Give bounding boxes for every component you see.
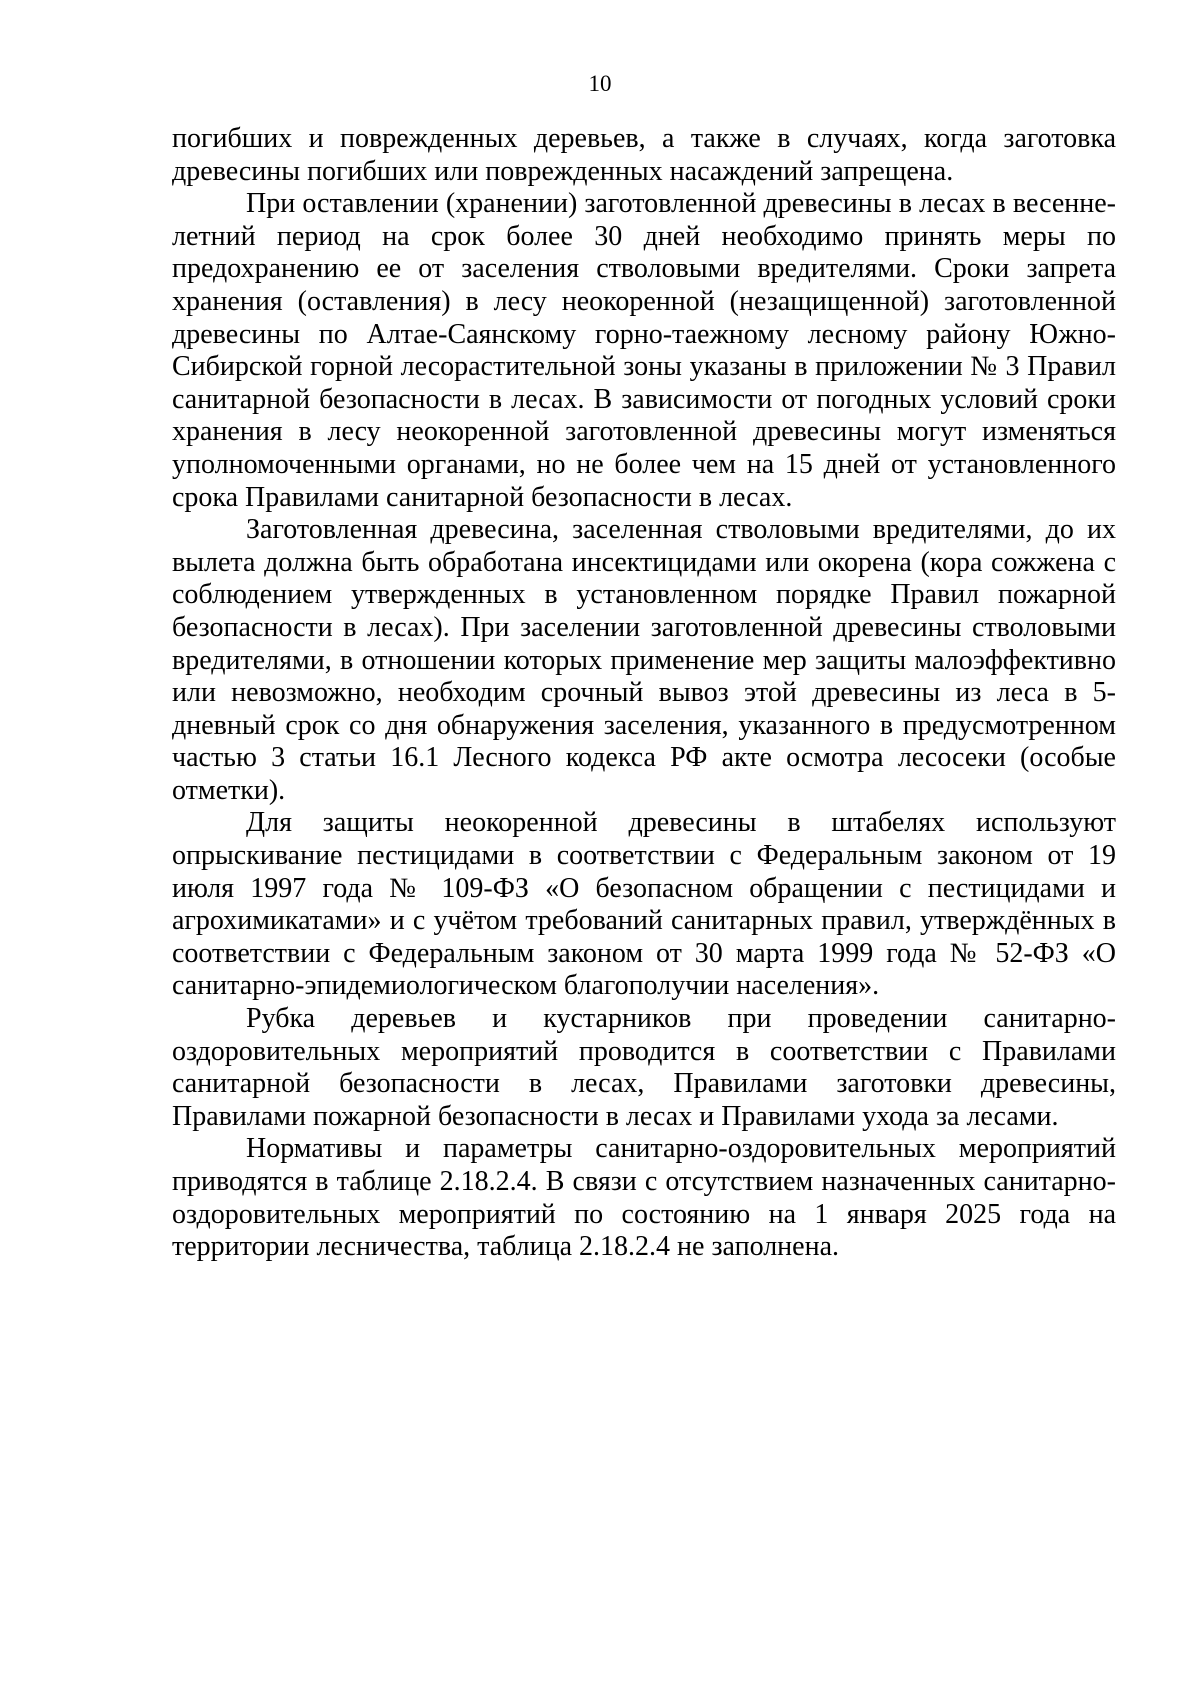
document-body xyxy=(172,123,1116,1264)
paragraph-continuation: погибших и поврежденных деревьев, а также в случаях, когда заготовка древесины погибших или поврежденных насаждений запрещена. xyxy=(172,123,1116,187)
paragraph-pesticide-spraying: Для защиты неокоренной древесины в штабелях используют опрыскивание пестицидами в соответствии с Федеральным законом от 19 июля 1997 года № 109-ФЗ «О безопасном обращении с пестицидами и агрохимикатами» и с учётом требований санитарных правил, утверждённых в соответствии с Федеральным законом от 30 марта 1999 года № 52-ФЗ «О санитарно-эпидемиологическом благополучии населения». xyxy=(172,807,1116,1002)
paragraph-sanitary-felling: Рубка деревьев и кустарников при проведении санитарно-оздоровительных мероприятий проводится в соответствии с Правилами санитарной безопасности в лесах, Правилами заготовки древесины, Правилами пожарной безопасности в лесах и Правилами ухода за лесами. xyxy=(172,1003,1116,1132)
paragraph-infested-timber: Заготовленная древесина, заселенная стволовыми вредителями, до их вылета должна быть обработана инсектицидами или окорена (кора сожжена с соблюдением утвержденных в установленном порядке Правил пожарной безопасности в лесах). При заселении заготовленной древесины стволовыми вредителями, в отношении которых применение мер защиты малоэффективно или невозможно, необходим срочный вывоз этой древесины из леса в 5-дневный срок со дня обнаружения заселения, указанного в предусмотренном частью 3 статьи 16.1 Лесного кодекса РФ акте осмотра лесосеки (особые отметки). xyxy=(172,514,1116,806)
paragraph-storage-of-timber: При оставлении (хранении) заготовленной древесины в лесах в весенне-летний период на срок более 30 дней необходимо принять меры по предохранению ее от заселения стволовыми вредителями. Сроки запрета хранения (оставления) в лесу неокоренной (незащищенной) заготовленной древесины по Алтае-Саянскому горно-таежному лесному району Южно-Сибирской горной лесорастительной зоны указаны в приложении № 3 Правил санитарной безопасности в лесах. В зависимости от погодных условий сроки хранения в лесу неокоренной заготовленной древесины могут изменяться уполномоченными органами, но не более чем на 15 дней от установленного срока Правилами санитарной безопасности в лесах. xyxy=(172,188,1116,513)
page-number: 10 xyxy=(588,71,612,96)
paragraph-norms-table-reference: Нормативы и параметры санитарно-оздоровительных мероприятий приводятся в таблице 2.18.2.4. В связи с отсутствием назначенных санитарно-оздоровительных мероприятий по состоянию на 1 января 2025 года на территории лесничества, таблица 2.18.2.4 не заполнена. xyxy=(172,1133,1116,1263)
